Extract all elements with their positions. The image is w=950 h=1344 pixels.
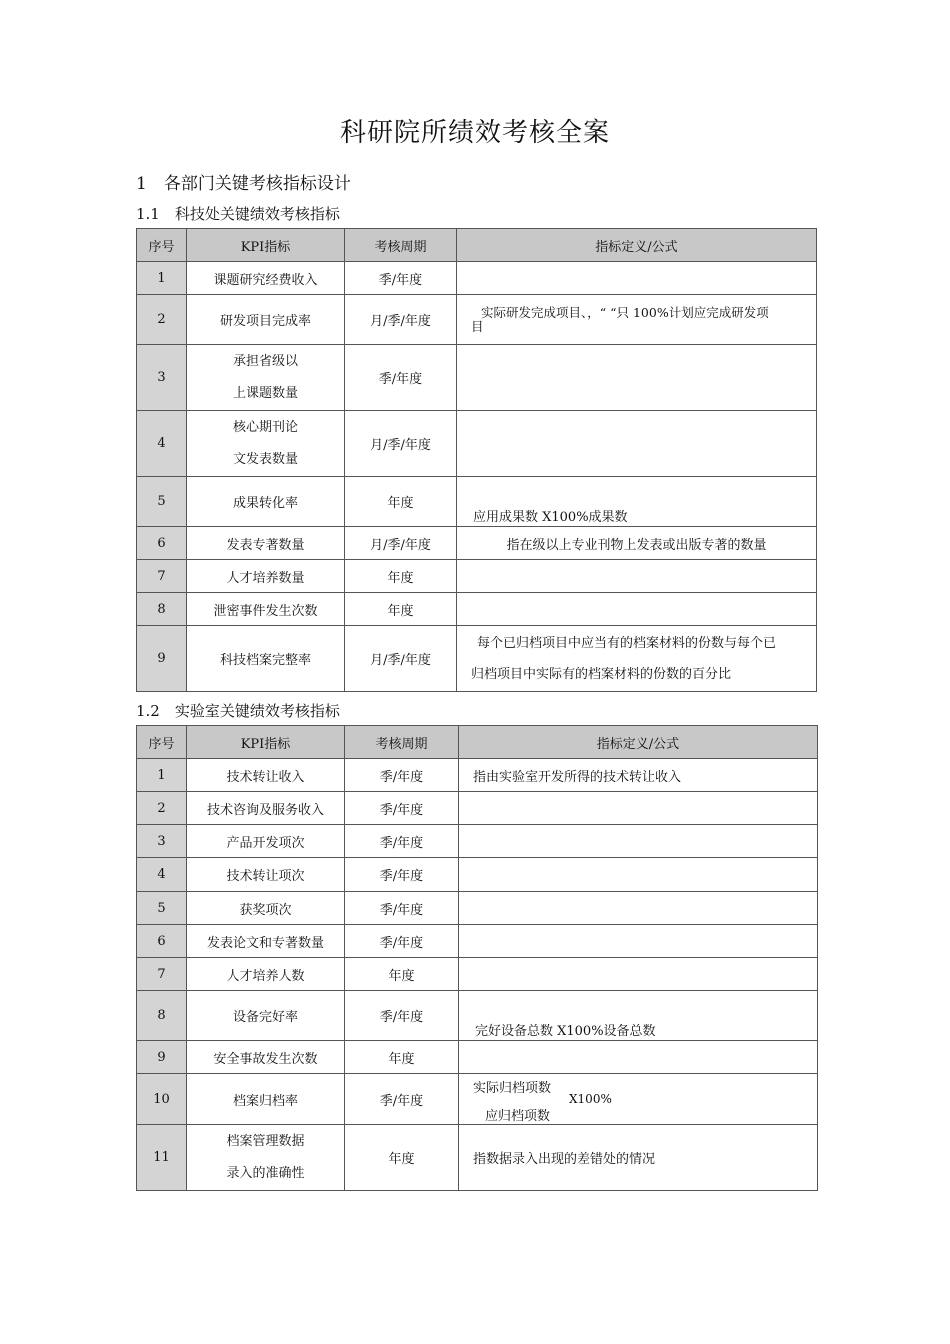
row-kpi: 研发项目完成率 bbox=[187, 295, 345, 345]
row-kpi: 课题研究经费收入 bbox=[187, 262, 345, 295]
row-no: 9 bbox=[137, 1041, 187, 1074]
header-period: 考核周期 bbox=[345, 726, 459, 759]
row-kpi: 技术转让项次 bbox=[187, 858, 345, 892]
row-no: 2 bbox=[137, 792, 187, 825]
row-period: 年度 bbox=[345, 1041, 459, 1074]
row-definition bbox=[459, 1041, 818, 1074]
row-kpi: 获奖项次 bbox=[187, 892, 345, 925]
row-period: 季/年度 bbox=[345, 345, 457, 411]
row-period: 季/年度 bbox=[345, 892, 459, 925]
row-period: 月/季/年度 bbox=[345, 626, 457, 692]
row-kpi: 发表论文和专著数量 bbox=[187, 925, 345, 958]
row-period: 季/年度 bbox=[345, 925, 459, 958]
row-period: 季/年度 bbox=[345, 759, 459, 792]
row-kpi: 技术咨询及服务收入 bbox=[187, 792, 345, 825]
formula-denominator: 应归档项数 bbox=[485, 1109, 551, 1124]
kpi-line-2: 文发表数量 bbox=[232, 451, 298, 467]
kpi-line-1: 档案管理数据 bbox=[226, 1133, 305, 1149]
table-header-row bbox=[137, 726, 818, 759]
table-row bbox=[137, 527, 817, 560]
row-no: 4 bbox=[137, 858, 187, 892]
row-period: 月/季/年度 bbox=[345, 527, 457, 560]
table-row bbox=[137, 792, 818, 825]
row-no: 9 bbox=[137, 626, 187, 692]
row-definition bbox=[457, 593, 817, 626]
row-no: 6 bbox=[137, 925, 187, 958]
kpi-line-2: 录入的准确性 bbox=[226, 1165, 305, 1181]
row-definition bbox=[459, 925, 818, 958]
header-period: 考核周期 bbox=[345, 229, 457, 262]
row-definition bbox=[459, 892, 818, 925]
row-definition bbox=[457, 560, 817, 593]
row-period: 季/年度 bbox=[345, 792, 459, 825]
definition-line-2: 目 bbox=[471, 318, 484, 334]
row-no: 3 bbox=[137, 345, 187, 411]
row-period: 月/季/年度 bbox=[345, 411, 457, 477]
header-definition: 指标定义/公式 bbox=[459, 726, 818, 759]
table-row bbox=[137, 262, 817, 295]
definition-line-1: 实际研发完成项目、，“ “只 100%计划应完成研发项 bbox=[481, 304, 769, 320]
header-definition: 指标定义/公式 bbox=[457, 229, 817, 262]
row-definition bbox=[459, 825, 818, 858]
row-definition: 指由实验室开发所得的技术转让收入 bbox=[459, 759, 818, 792]
row-kpi: 安全事故发生次数 bbox=[187, 1041, 345, 1074]
table-row bbox=[137, 560, 817, 593]
table-row bbox=[137, 858, 818, 892]
row-kpi: 发表专著数量 bbox=[187, 527, 345, 560]
row-period: 年度 bbox=[345, 1125, 459, 1191]
row-definition bbox=[457, 411, 817, 477]
header-no: 序号 bbox=[137, 726, 187, 759]
row-kpi bbox=[187, 1125, 345, 1191]
table-row bbox=[137, 345, 817, 411]
formula-multiplier: X100% bbox=[569, 1092, 612, 1106]
row-period: 年度 bbox=[345, 958, 459, 991]
header-no: 序号 bbox=[137, 229, 187, 262]
row-kpi: 设备完好率 bbox=[187, 991, 345, 1041]
row-no: 4 bbox=[137, 411, 187, 477]
row-definition: 完好设备总数 X100%设备总数 bbox=[459, 991, 818, 1041]
row-kpi bbox=[187, 345, 345, 411]
row-no: 8 bbox=[137, 991, 187, 1041]
kpi-table-tech-office bbox=[136, 228, 817, 692]
row-no: 5 bbox=[137, 892, 187, 925]
row-definition bbox=[457, 626, 817, 692]
table-row bbox=[137, 477, 817, 527]
row-definition bbox=[459, 958, 818, 991]
row-no: 7 bbox=[137, 560, 187, 593]
table-row bbox=[137, 1074, 818, 1125]
table-row bbox=[137, 925, 818, 958]
section-heading-1: 1 各部门关键考核指标设计 bbox=[136, 174, 351, 194]
row-definition: 指在级以上专业刊物上发表或出版专著的数量 bbox=[457, 527, 817, 560]
row-kpi: 成果转化率 bbox=[187, 477, 345, 527]
table-row bbox=[137, 1041, 818, 1074]
table-row bbox=[137, 958, 818, 991]
row-definition bbox=[457, 295, 817, 345]
table-header-row bbox=[137, 229, 817, 262]
row-no: 1 bbox=[137, 759, 187, 792]
row-definition bbox=[457, 262, 817, 295]
row-kpi: 人才培养人数 bbox=[187, 958, 345, 991]
table-row bbox=[137, 1125, 818, 1191]
row-kpi: 技术转让收入 bbox=[187, 759, 345, 792]
row-no: 7 bbox=[137, 958, 187, 991]
row-definition bbox=[459, 858, 818, 892]
row-kpi: 档案归档率 bbox=[187, 1074, 345, 1125]
kpi-line-1: 承担省级以 bbox=[232, 353, 298, 369]
row-period: 季/年度 bbox=[345, 1074, 459, 1125]
row-definition: 指数据录入出现的差错处的情况 bbox=[459, 1125, 818, 1191]
row-period: 季/年度 bbox=[345, 858, 459, 892]
row-kpi: 人才培养数量 bbox=[187, 560, 345, 593]
row-no: 2 bbox=[137, 295, 187, 345]
row-kpi bbox=[187, 411, 345, 477]
table-row bbox=[137, 593, 817, 626]
row-kpi: 泄密事件发生次数 bbox=[187, 593, 345, 626]
row-period: 季/年度 bbox=[345, 262, 457, 295]
header-kpi: KPI指标 bbox=[187, 229, 345, 262]
table-row bbox=[137, 759, 818, 792]
row-kpi: 科技档案完整率 bbox=[187, 626, 345, 692]
row-no: 3 bbox=[137, 825, 187, 858]
kpi-table-laboratory bbox=[136, 725, 818, 1191]
page-title: 科研院所绩效考核全案 bbox=[339, 118, 610, 148]
row-no: 6 bbox=[137, 527, 187, 560]
formula-numerator: 实际归档项数 bbox=[473, 1081, 552, 1096]
row-period: 月/季/年度 bbox=[345, 295, 457, 345]
row-kpi: 产品开发项次 bbox=[187, 825, 345, 858]
section-heading-1-2: 1.2 实验室关键绩效考核指标 bbox=[136, 702, 340, 720]
row-no: 5 bbox=[137, 477, 187, 527]
row-no: 10 bbox=[137, 1074, 187, 1125]
kpi-line-2: 上课题数量 bbox=[232, 385, 298, 401]
row-period: 年度 bbox=[345, 560, 457, 593]
row-no: 8 bbox=[137, 593, 187, 626]
row-period: 季/年度 bbox=[345, 825, 459, 858]
row-period: 季/年度 bbox=[345, 991, 459, 1041]
header-kpi: KPI指标 bbox=[187, 726, 345, 759]
table-row bbox=[137, 991, 818, 1041]
table-row bbox=[137, 626, 817, 692]
row-period: 年度 bbox=[345, 477, 457, 527]
row-definition: 应用成果数 X100%成果数 bbox=[457, 477, 817, 527]
row-definition bbox=[459, 792, 818, 825]
table-row bbox=[137, 892, 818, 925]
row-period: 年度 bbox=[345, 593, 457, 626]
table-row bbox=[137, 411, 817, 477]
row-definition bbox=[457, 345, 817, 411]
definition-line-2: 归档项目中实际有的档案材料的份数的百分比 bbox=[471, 666, 732, 682]
table-row bbox=[137, 295, 817, 345]
definition-line-1: 每个已归档项目中应当有的档案材料的份数与每个已 bbox=[477, 635, 777, 651]
table-row bbox=[137, 825, 818, 858]
section-heading-1-1: 1.1 科技处关键绩效考核指标 bbox=[136, 205, 340, 223]
row-no: 11 bbox=[137, 1125, 187, 1191]
row-no: 1 bbox=[137, 262, 187, 295]
kpi-line-1: 核心期刊论 bbox=[232, 419, 298, 435]
row-definition-formula bbox=[459, 1074, 818, 1125]
